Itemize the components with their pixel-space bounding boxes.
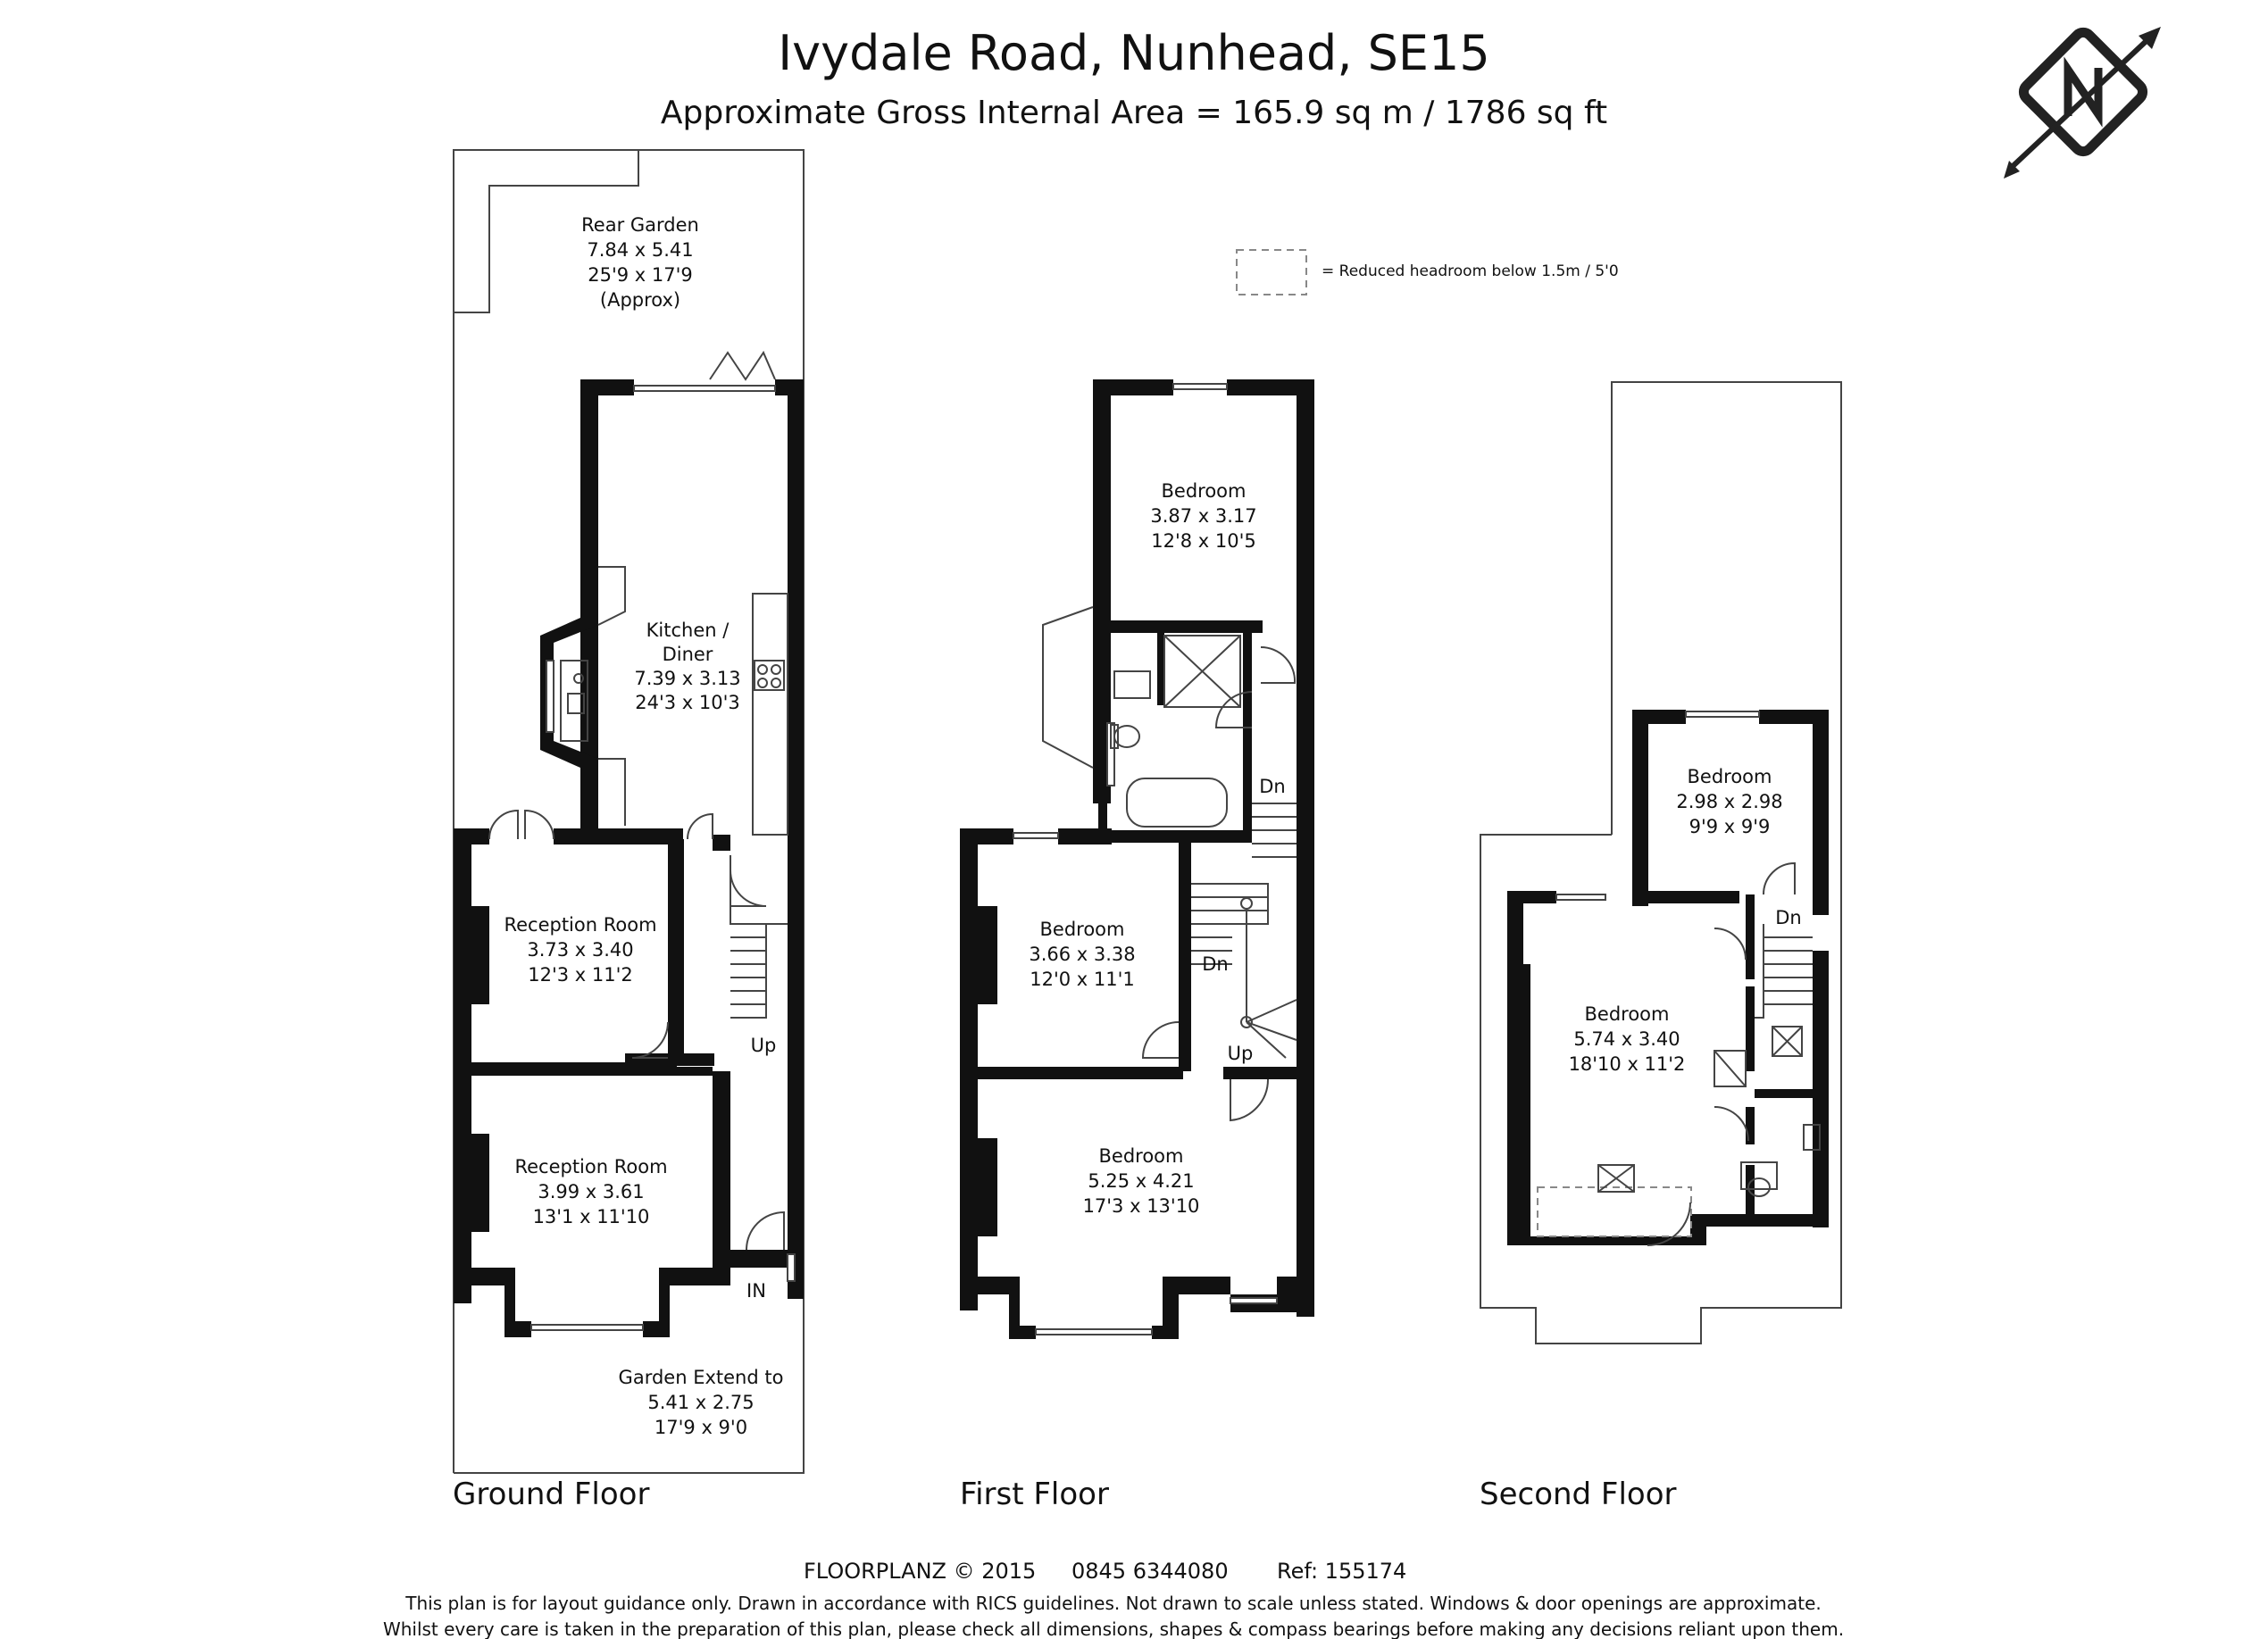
legend-text: = Reduced headroom below 1.5m / 5'0	[1322, 262, 1619, 280]
reception2-imperial: 13'1 x 11'10	[532, 1206, 650, 1227]
second-bedroom-main-imperial: 18'10 x 11'2	[1568, 1053, 1686, 1075]
reception1-imperial: 12'3 x 11'2	[528, 964, 633, 986]
rear-garden-note: (Approx)	[599, 289, 681, 311]
second-bedroom-main-name: Bedroom	[1584, 1003, 1670, 1025]
reception2-metric: 3.99 x 3.61	[538, 1181, 645, 1202]
kitchen-name-2: Diner	[662, 644, 713, 665]
second-stairs-dn: Dn	[1775, 907, 1802, 928]
second-floor-plan	[1480, 382, 1841, 1512]
second-bedroom-small-name: Bedroom	[1687, 766, 1772, 787]
page-title: Ivydale Road, Nunhead, SE15	[778, 25, 1490, 81]
rear-garden-imperial: 25'9 x 17'9	[588, 264, 693, 286]
second-bedroom-small-metric: 2.98 x 2.98	[1676, 791, 1783, 812]
page-subtitle: Approximate Gross Internal Area = 165.9 sq m / 1786 sq ft	[660, 95, 1608, 131]
first-bedroom-mid-name: Bedroom	[1039, 919, 1125, 940]
first-stairs-up: Up	[1227, 1043, 1254, 1064]
first-bedroom-front-name: Bedroom	[1098, 1145, 1184, 1167]
reduced-headroom-area	[1538, 1187, 1691, 1236]
front-garden-metric: 5.41 x 2.75	[647, 1392, 755, 1413]
first-bedroom-front-imperial: 17'3 x 13'10	[1082, 1195, 1200, 1217]
first-bedroom-front-metric: 5.25 x 4.21	[1088, 1170, 1195, 1192]
second-bedroom-small-imperial: 9'9 x 9'9	[1688, 816, 1771, 837]
roof-outline	[1480, 382, 1841, 1344]
kitchen-imperial: 24'3 x 10'3	[635, 692, 740, 713]
ground-stairs-up-label: Up	[750, 1035, 777, 1056]
footer-phone: 0845 6344080	[1071, 1559, 1229, 1584]
entrance-label: IN	[746, 1280, 766, 1302]
north-arrow-icon	[2004, 27, 2161, 179]
first-stairs-dn-upper: Dn	[1259, 776, 1286, 797]
footer-company: FLOORPLANZ © 2015	[804, 1559, 1037, 1584]
first-bedroom-rear-imperial: 12'8 x 10'5	[1151, 530, 1256, 552]
front-garden-imperial: 17'9 x 9'0	[654, 1417, 748, 1438]
first-bedroom-mid-imperial: 12'0 x 11'1	[1030, 969, 1135, 990]
ground-floor-label: Ground Floor	[453, 1477, 650, 1512]
second-floor-label: Second Floor	[1480, 1477, 1677, 1512]
first-stairs-dn-lower: Dn	[1202, 953, 1229, 975]
first-floor-label: First Floor	[960, 1477, 1109, 1512]
footer-disclaimer-1: This plan is for layout guidance only. Drawn in accordance with RICS guidelines. Not drawn to scale unless stated. Windows & door openings are approximate.	[405, 1593, 1822, 1614]
rear-garden-metric: 7.84 x 5.41	[587, 239, 694, 261]
second-bedroom-main-metric: 5.74 x 3.40	[1573, 1028, 1680, 1050]
footer-ref: Ref: 155174	[1277, 1559, 1407, 1584]
kitchen-name-1: Kitchen /	[646, 620, 730, 641]
first-bedroom-rear-name: Bedroom	[1161, 480, 1247, 502]
reception1-metric: 3.73 x 3.40	[527, 939, 634, 961]
rear-garden-name: Rear Garden	[581, 214, 699, 236]
ground-floor-plan	[453, 150, 804, 1512]
reception2-name: Reception Room	[514, 1156, 668, 1177]
first-bedroom-rear-metric: 3.87 x 3.17	[1150, 505, 1257, 527]
footer-disclaimer-2: Whilst every care is taken in the preparation of this plan, please check all dimensions, shapes & compass bearings before making any decisions reliant upon them.	[382, 1618, 1845, 1639]
reception1-name: Reception Room	[504, 914, 657, 936]
kitchen-metric: 7.39 x 3.13	[634, 668, 741, 689]
first-floor-plan	[960, 379, 1314, 1512]
reduced-headroom-swatch	[1237, 250, 1306, 295]
first-bedroom-mid-metric: 3.66 x 3.38	[1029, 944, 1136, 965]
front-garden-name: Garden Extend to	[618, 1367, 784, 1388]
